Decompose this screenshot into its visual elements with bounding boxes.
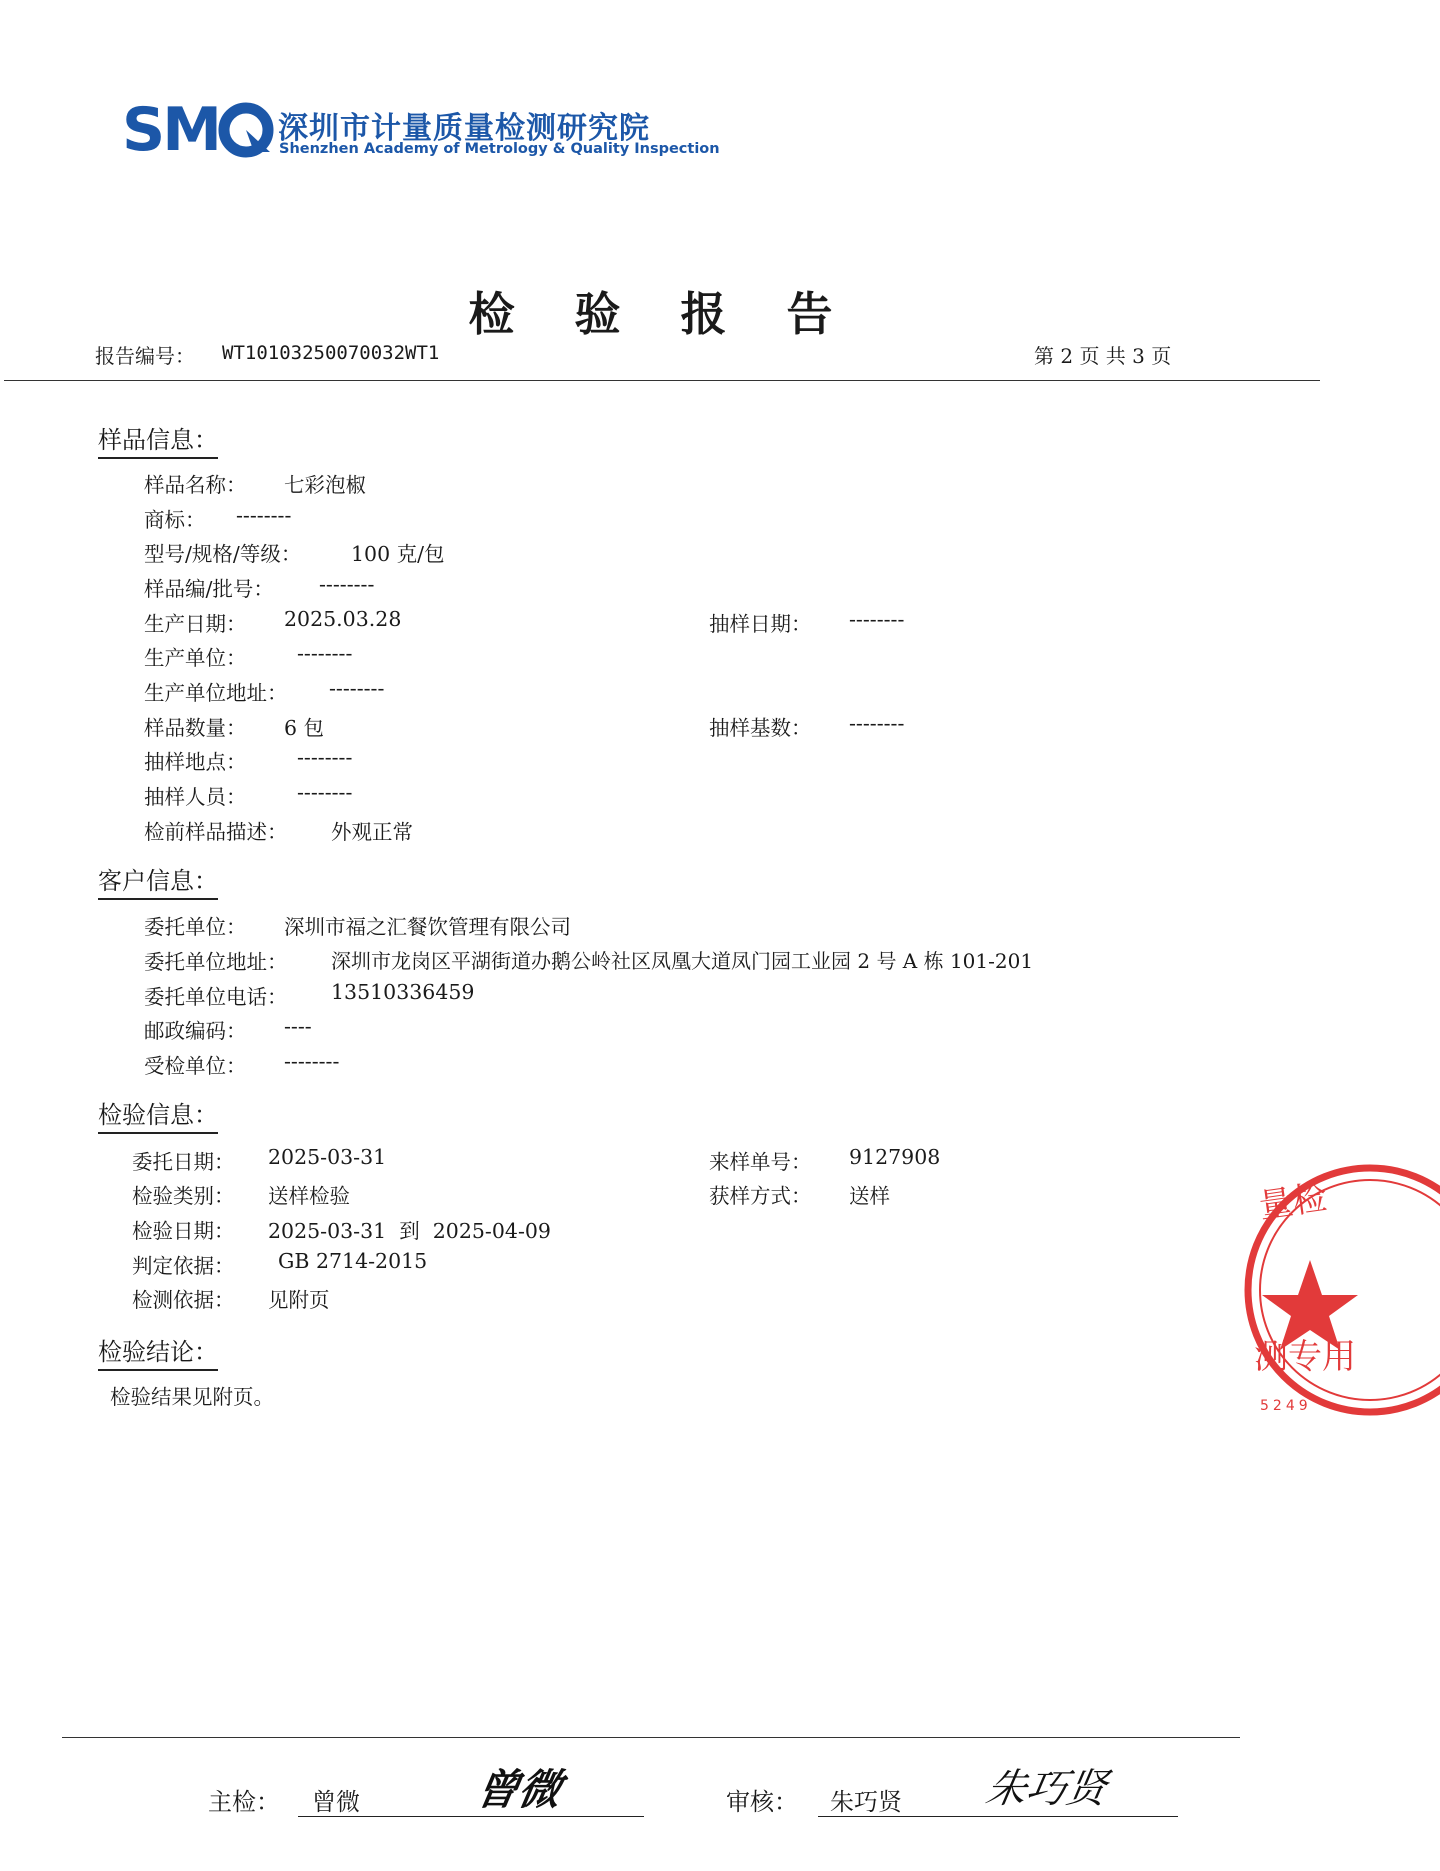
logo (122, 95, 272, 165)
field-label: 商标： (144, 508, 206, 532)
sample-brand: -------- (236, 503, 292, 527)
section-heading-inspection: 检验信息： (98, 1095, 218, 1134)
field-label: 抽样地点： (144, 750, 247, 774)
seal-icon (1240, 1160, 1440, 1420)
sampling-base: -------- (849, 711, 905, 735)
field-label: 委托单位地址： (144, 950, 288, 974)
report-no: WT10103250070032WT1 (222, 342, 440, 364)
conclusion-text: 检验结果见附页。 (110, 1385, 274, 1409)
field-label: 委托日期： (132, 1150, 235, 1174)
reviewer-label: 审核： (726, 1788, 798, 1816)
test-basis: 见附页 (268, 1288, 330, 1312)
field-label: 生产单位地址： (144, 681, 288, 705)
sample-method: 送样 (849, 1184, 890, 1208)
field-label: 检前样品描述： (144, 820, 288, 844)
field-label: 生产单位： (144, 646, 247, 670)
section-heading-sample: 样品信息： (98, 420, 218, 459)
sample-order-no: 9127908 (849, 1145, 941, 1169)
footer-rule (62, 1737, 1240, 1738)
client-phone: 13510336459 (331, 980, 475, 1004)
field-label: 判定依据： (132, 1254, 235, 1278)
sample-quantity: 6 包 (284, 716, 325, 740)
field-label: 型号/规格/等级： (144, 542, 302, 566)
field-label: 检验类别： (132, 1184, 235, 1208)
svg-text:测专用: 测专用 (1254, 1337, 1356, 1377)
inspected-unit: -------- (284, 1049, 340, 1073)
sampling-place: -------- (297, 745, 353, 769)
producer: -------- (297, 641, 353, 665)
field-label: 检验日期： (132, 1219, 235, 1243)
producer-address: -------- (329, 676, 385, 700)
page-info: 第 2 页 共 3 页 (1034, 344, 1172, 368)
svg-text:量检: 量检 (1256, 1177, 1330, 1227)
field-label: 来样单号： (709, 1150, 812, 1174)
sample-description: 外观正常 (331, 820, 413, 844)
report-no-label: 报告编号： (95, 344, 195, 368)
postcode: ---- (284, 1014, 312, 1038)
logo-name-en: Shenzhen Academy of Metrology & Quality Inspection (279, 141, 720, 157)
svg-text:SM: SM (122, 95, 219, 165)
field-label: 委托单位电话： (144, 985, 288, 1009)
field-label: 生产日期： (144, 612, 247, 636)
commission-date: 2025-03-31 (268, 1145, 387, 1169)
inspector-label: 主检： (208, 1788, 280, 1816)
inspection-type: 送样检验 (268, 1184, 350, 1208)
logo-name-cn: 深圳市计量质量检测研究院 (278, 111, 650, 146)
inspector-name: 曾微 (312, 1788, 360, 1816)
reviewer-signature-line (818, 1816, 1178, 1817)
inspector-signature (472, 1760, 582, 1820)
svg-text:曾微: 曾微 (472, 1764, 566, 1814)
reviewer-signature (982, 1758, 1111, 1820)
field-label: 抽样日期： (709, 612, 812, 636)
field-label: 委托单位： (144, 915, 247, 939)
reviewer-name: 朱巧贤 (830, 1788, 902, 1816)
svg-text:5249: 5249 (1260, 1398, 1312, 1414)
client-unit: 深圳市福之汇餐饮管理有限公司 (284, 915, 571, 939)
sampling-person: -------- (297, 780, 353, 804)
field-label: 获样方式： (709, 1184, 812, 1208)
sample-spec: 100 克/包 (351, 542, 445, 566)
field-label: 样品数量： (144, 716, 247, 740)
field-label: 检测依据： (132, 1288, 235, 1312)
svg-text:朱巧贤: 朱巧贤 (982, 1765, 1111, 1812)
inspector-signature-line (298, 1816, 644, 1817)
sample-name: 七彩泡椒 (284, 473, 366, 497)
smq-logo-icon (122, 95, 272, 165)
sampling-date: -------- (849, 607, 905, 631)
official-stamp (1240, 1160, 1440, 1420)
field-label: 样品名称： (144, 473, 247, 497)
sample-batch: -------- (319, 572, 375, 596)
section-heading-conclusion: 检验结论： (98, 1332, 218, 1371)
field-label: 抽样人员： (144, 785, 247, 809)
production-date: 2025.03.28 (284, 607, 402, 631)
client-address: 深圳市龙岗区平湖街道办鹅公岭社区凤凰大道凤门园工业园 2 号 A 栋 101-201 (331, 949, 1034, 973)
field-label: 邮政编码： (144, 1019, 247, 1043)
field-label: 样品编/批号： (144, 577, 274, 601)
judgement-basis: GB 2714-2015 (278, 1249, 428, 1273)
field-label: 抽样基数： (709, 716, 812, 740)
field-label: 受检单位： (144, 1054, 247, 1078)
inspection-date: 2025-03-31 到 2025-04-09 (268, 1219, 551, 1243)
header-rule (4, 380, 1320, 381)
section-heading-client: 客户信息： (98, 861, 218, 900)
page-title: 检 验 报 告 (468, 287, 855, 341)
